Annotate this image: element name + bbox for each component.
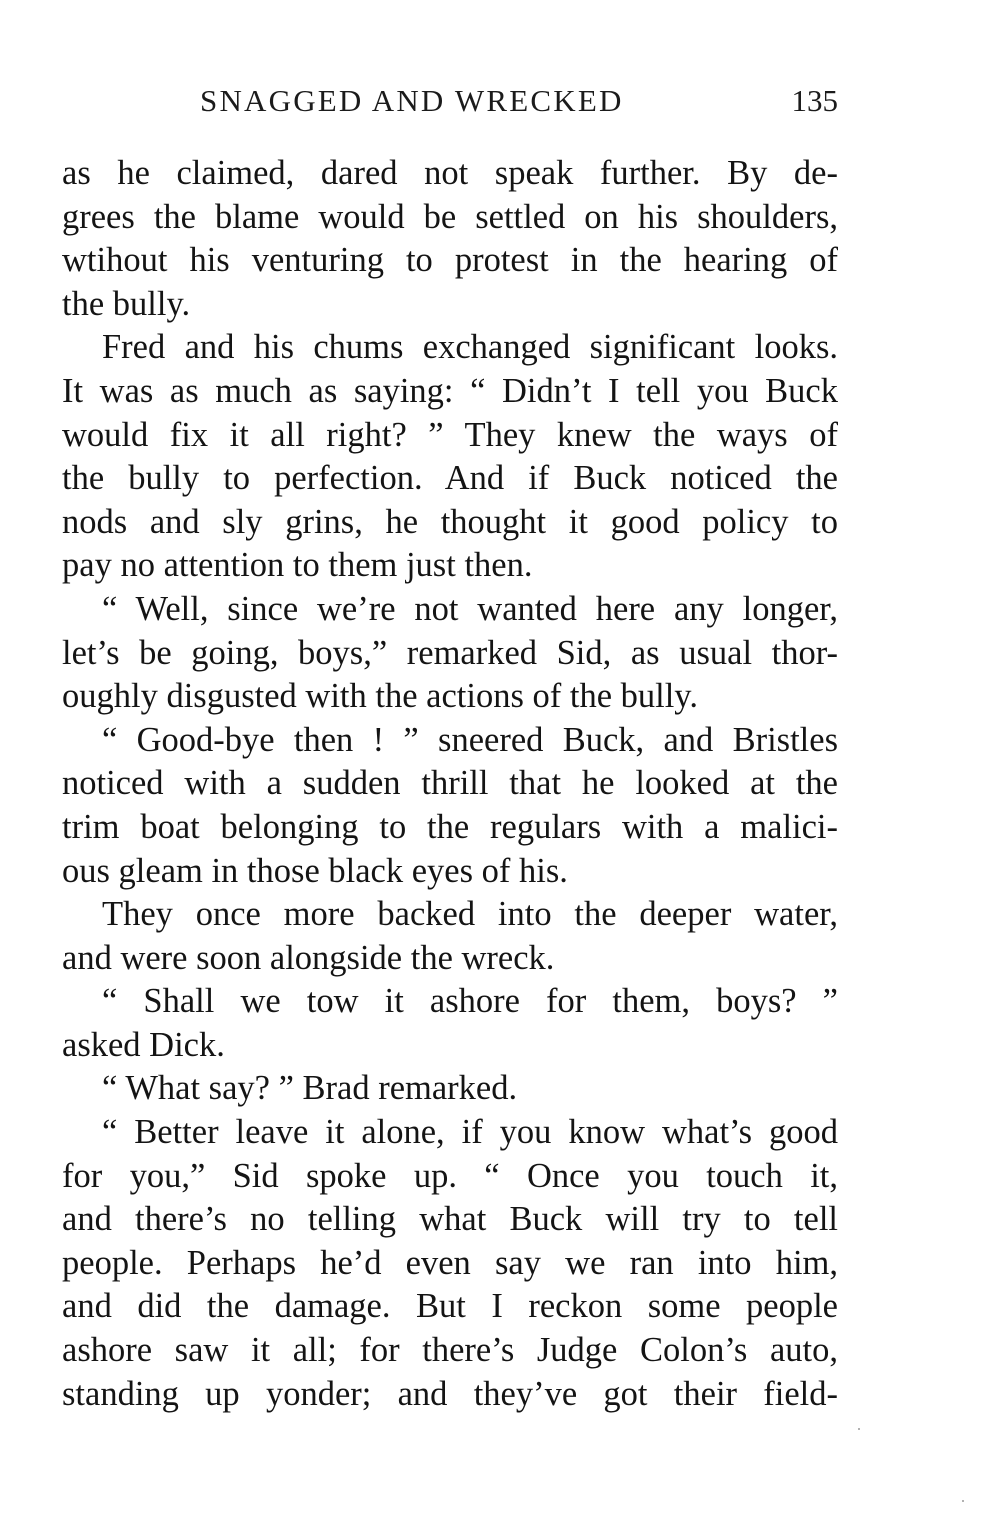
text-line: would fix it all right? ” They knew the ways of: [62, 415, 838, 454]
text-line: They once more backed into the deeper water,: [102, 895, 838, 934]
text-line: people. Perhaps he’d even say we ran into him,: [62, 1243, 838, 1282]
text-line: the bully to perfection. And if Buck noticed the: [62, 459, 838, 498]
text-line: and there’s no telling what Buck will try to tell: [62, 1200, 838, 1239]
scan-speck: [962, 1500, 964, 1502]
text-line: Fred and his chums exchanged significant looks.: [102, 328, 838, 367]
text-line: pay no attention to them just then.: [62, 546, 533, 585]
text-line: asked Dick.: [62, 1025, 225, 1064]
page-header: [62, 76, 838, 126]
text-line: standing up yonder; and they’ve got their field-: [62, 1374, 838, 1413]
text-line: noticed with a sudden thrill that he looked at the: [62, 764, 838, 803]
text-line: “ Better leave it alone, if you know what’s good: [102, 1113, 838, 1152]
scan-speck: [858, 1428, 860, 1430]
text-line: wtihout his venturing to protest in the hearing of: [62, 241, 838, 280]
text-line: “ Shall we tow it ashore for them, boys? ”: [102, 982, 838, 1021]
text-line: oughly disgusted with the actions of the bully.: [62, 677, 698, 716]
text-line: let’s be going, boys,” remarked Sid, as usual thor-: [62, 633, 838, 672]
text-line: ous gleam in those black eyes of his.: [62, 851, 568, 890]
text-line: trim boat belonging to the regulars with a malici-: [62, 807, 838, 846]
text-line: the bully.: [62, 284, 191, 323]
text-line: as he claimed, dared not speak further. By de-: [62, 154, 838, 192]
body-text: [62, 152, 838, 1416]
text-line: It was as much as saying: “ Didn’t I tell you Buck: [62, 371, 838, 410]
text-line: ashore saw it all; for there’s Judge Colon’s auto,: [62, 1331, 838, 1370]
text-line: grees the blame would be settled on his shoulders,: [62, 197, 838, 236]
text-line: for you,” Sid spoke up. “ Once you touch it,: [62, 1156, 838, 1195]
text-line: “ Well, since we’re not wanted here any longer,: [102, 589, 838, 628]
text-line: nods and sly grins, he thought it good policy to: [62, 502, 838, 541]
page-number: 135: [791, 83, 838, 118]
text-line: “ Good-bye then ! ” sneered Buck, and Bristles: [102, 720, 838, 759]
text-line: and were soon alongside the wreck.: [62, 938, 555, 977]
text-line: “ What say? ” Brad remarked.: [102, 1069, 518, 1108]
text-line: and did the damage. But I reckon some people: [62, 1287, 838, 1326]
running-title: SNAGGED AND WRECKED: [200, 83, 624, 118]
